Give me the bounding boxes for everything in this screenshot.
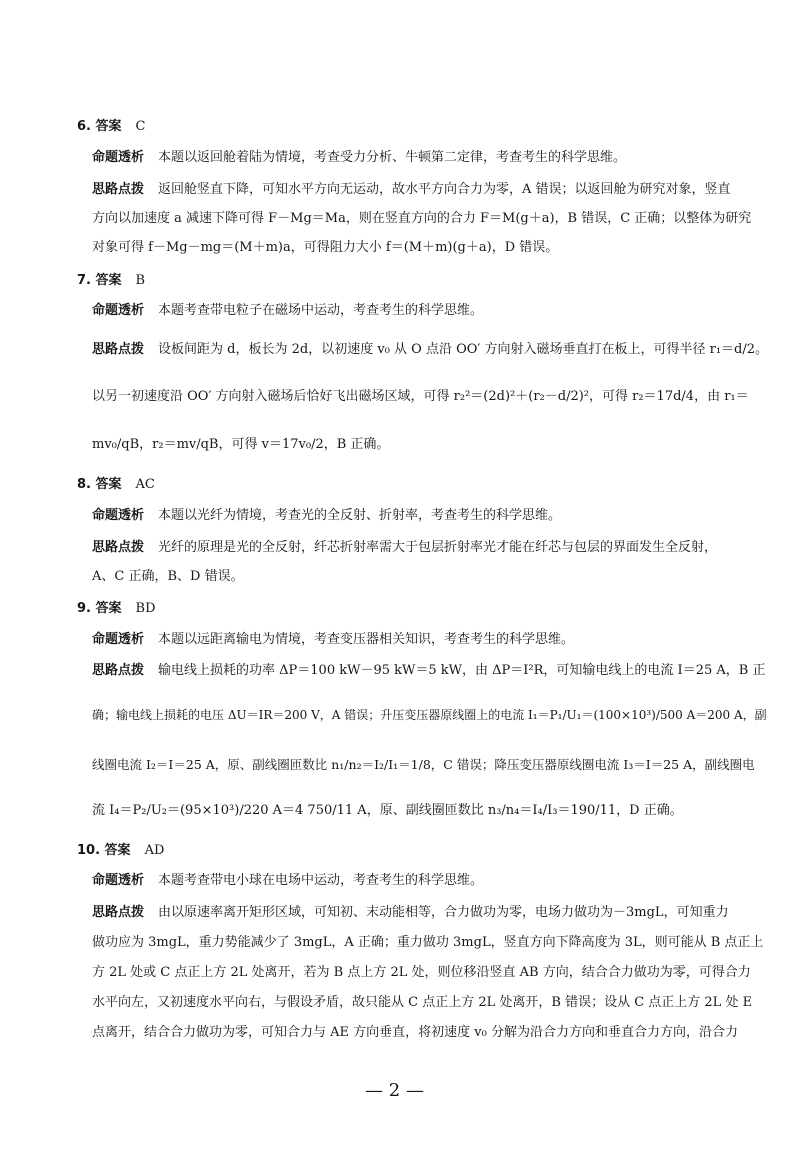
q6-answer: C — [135, 119, 146, 134]
q10-hint-line-5: 点离开，结合合力做功为零，可知合力与 AE 方向垂直，将初速度 v₀ 分解为沿合力方向和垂直合力方向，沿合力 — [92, 1025, 738, 1040]
q7-hint-line-2: 以另一初速度沿 OO′ 方向射入磁场后恰好飞出磁场区域，可得 r₂²＝(2d)²＋(r₂－d/2)²，可得 r₂＝17d/4，由 r₁＝ — [92, 389, 749, 404]
q8-hint-text-1: 光纤的原理是光的全反射，纤芯折射率需大于包层折射率光才能在纤芯与包层的界面发生全反射， — [158, 540, 718, 555]
q8-answer-line — [77, 476, 155, 494]
q10-intent — [92, 872, 483, 890]
q9-hint-text-1: 输电线上损耗的功率 ΔP＝100 kW－95 kW＝5 kW，由 ΔP＝I²R，可知输电线上的电流 I＝25 A，B 正 — [158, 663, 766, 678]
q6-intent-text: 本题以返回舱着陆为情境，考查受力分析、牛顿第二定律，考查考生的科学思维。 — [158, 150, 627, 165]
page-number: — 2 — — [365, 1080, 424, 1101]
q7-head: 7. 答案 — [77, 273, 122, 288]
q9-head: 9. 答案 — [77, 601, 122, 616]
q7-intent-tag: 命题透析 — [92, 303, 145, 318]
q10-intent-text: 本题考查带电小球在电场中运动，考查考生的科学思维。 — [158, 873, 484, 888]
q10-intent-tag: 命题透析 — [92, 873, 145, 888]
q6-answer-line — [77, 118, 145, 136]
q9-hint-line-4: 流 I₄＝P₂/U₂＝(95×10³)/220 A＝4 750/11 A，原、副线圈匝数比 n₃/n₄＝I₄/I₃＝190/11，D 正确。 — [92, 803, 683, 818]
q9-hint-line-1 — [92, 662, 765, 680]
q9-intent-text: 本题以远距离输电为情境，考查变压器相关知识，考查考生的科学思维。 — [158, 632, 575, 647]
q6-hint-tag: 思路点拨 — [92, 182, 145, 197]
q10-hint-line-3: 方 2L 处或 C 点正上方 2L 处离开，若为 B 点上方 2L 处，则位移沿竖直 AB 方向，结合合力做功为零，可得合力 — [92, 965, 751, 980]
q8-hint-line-2: A、C 正确，B、D 错误。 — [92, 569, 244, 584]
q8-head: 8. 答案 — [77, 477, 122, 492]
q7-hint-line-3: mv₀/qB，r₂＝mv/qB，可得 v＝17v₀/2，B 正确。 — [92, 437, 390, 452]
q7-hint-tag: 思路点拨 — [92, 342, 145, 357]
q9-intent — [92, 631, 574, 649]
q8-hint-tag: 思路点拨 — [92, 540, 145, 555]
q8-intent-tag: 命题透析 — [92, 508, 145, 523]
q9-answer: BD — [135, 601, 156, 616]
q6-head: 6. 答案 — [77, 119, 122, 134]
q7-answer: B — [135, 273, 146, 288]
q6-hint-line-1 — [92, 181, 731, 199]
q10-answer: AD — [144, 843, 165, 858]
q6-intent-tag: 命题透析 — [92, 150, 145, 165]
q10-head: 10. 答案 — [77, 843, 131, 858]
q9-answer-line — [77, 600, 156, 618]
q10-answer-line — [77, 842, 164, 860]
q9-hint-line-2: 确；输电线上损耗的电压 ΔU＝IR＝200 V，A 错误；升压变压器原线圈上的电流 I₁＝P₁/U₁＝(100×10³)/500 A＝200 A，副 — [92, 708, 767, 722]
q8-answer: AC — [135, 477, 155, 492]
q8-intent-text: 本题以光纤为情境，考查光的全反射、折射率，考查考生的科学思维。 — [158, 508, 562, 523]
q6-hint-line-2: 方向以加速度 a 减速下降可得 F－Mg＝Ma，则在竖直方向的合力 F＝M(g＋a)，B 错误，C 正确；以整体为研究 — [92, 211, 752, 226]
q10-hint-tag: 思路点拨 — [92, 905, 145, 920]
q8-intent — [92, 507, 561, 525]
q6-hint-line-3: 对象可得 f－Mg－mg＝(M＋m)a，可得阻力大小 f＝(M＋m)(g＋a)，D 错误。 — [92, 240, 559, 255]
q10-hint-text-1: 由以原速率离开矩形区域，可知初、末动能相等，合力做功为零，电场力做功为－3mgL，可知重力 — [158, 905, 729, 920]
q6-intent — [92, 149, 626, 167]
q7-intent — [92, 302, 483, 320]
q9-intent-tag: 命题透析 — [92, 632, 145, 647]
q10-hint-line-2: 做功应为 3mgL，重力势能减少了 3mgL，A 正确；重力做功 3mgL，竖直方向下降高度为 3L，则可能从 B 点正上 — [92, 935, 764, 950]
q7-hint-line-1 — [92, 341, 768, 359]
q8-hint-line-1 — [92, 539, 717, 557]
q9-hint-line-3: 线圈电流 I₂＝I＝25 A，原、副线圈匝数比 n₁/n₂＝I₂/I₁＝1/8，C 错误；降压变压器原线圈电流 I₃＝I＝25 A，副线圈电 — [92, 757, 755, 772]
q6-hint-text-1: 返回舱竖直下降，可知水平方向无运动，故水平方向合力为零，A 错误；以返回舱为研究对象，竖直 — [158, 182, 731, 197]
q10-hint-line-4: 水平向左，又初速度水平向右，与假设矛盾，故只能从 C 点正上方 2L 处离开，B 错误；设从 C 点正上方 2L 处 E — [92, 995, 753, 1010]
q7-answer-line — [77, 272, 145, 290]
q7-intent-text: 本题考查带电粒子在磁场中运动，考查考生的科学思维。 — [158, 303, 484, 318]
q7-hint-text-1: 设板间距为 d，板长为 2d，以初速度 v₀ 从 O 点沿 OO′ 方向射入磁场垂直打在板上，可得半径 r₁＝d/2。 — [158, 342, 769, 357]
q10-hint-line-1 — [92, 904, 729, 922]
q9-hint-tag: 思路点拨 — [92, 663, 145, 678]
